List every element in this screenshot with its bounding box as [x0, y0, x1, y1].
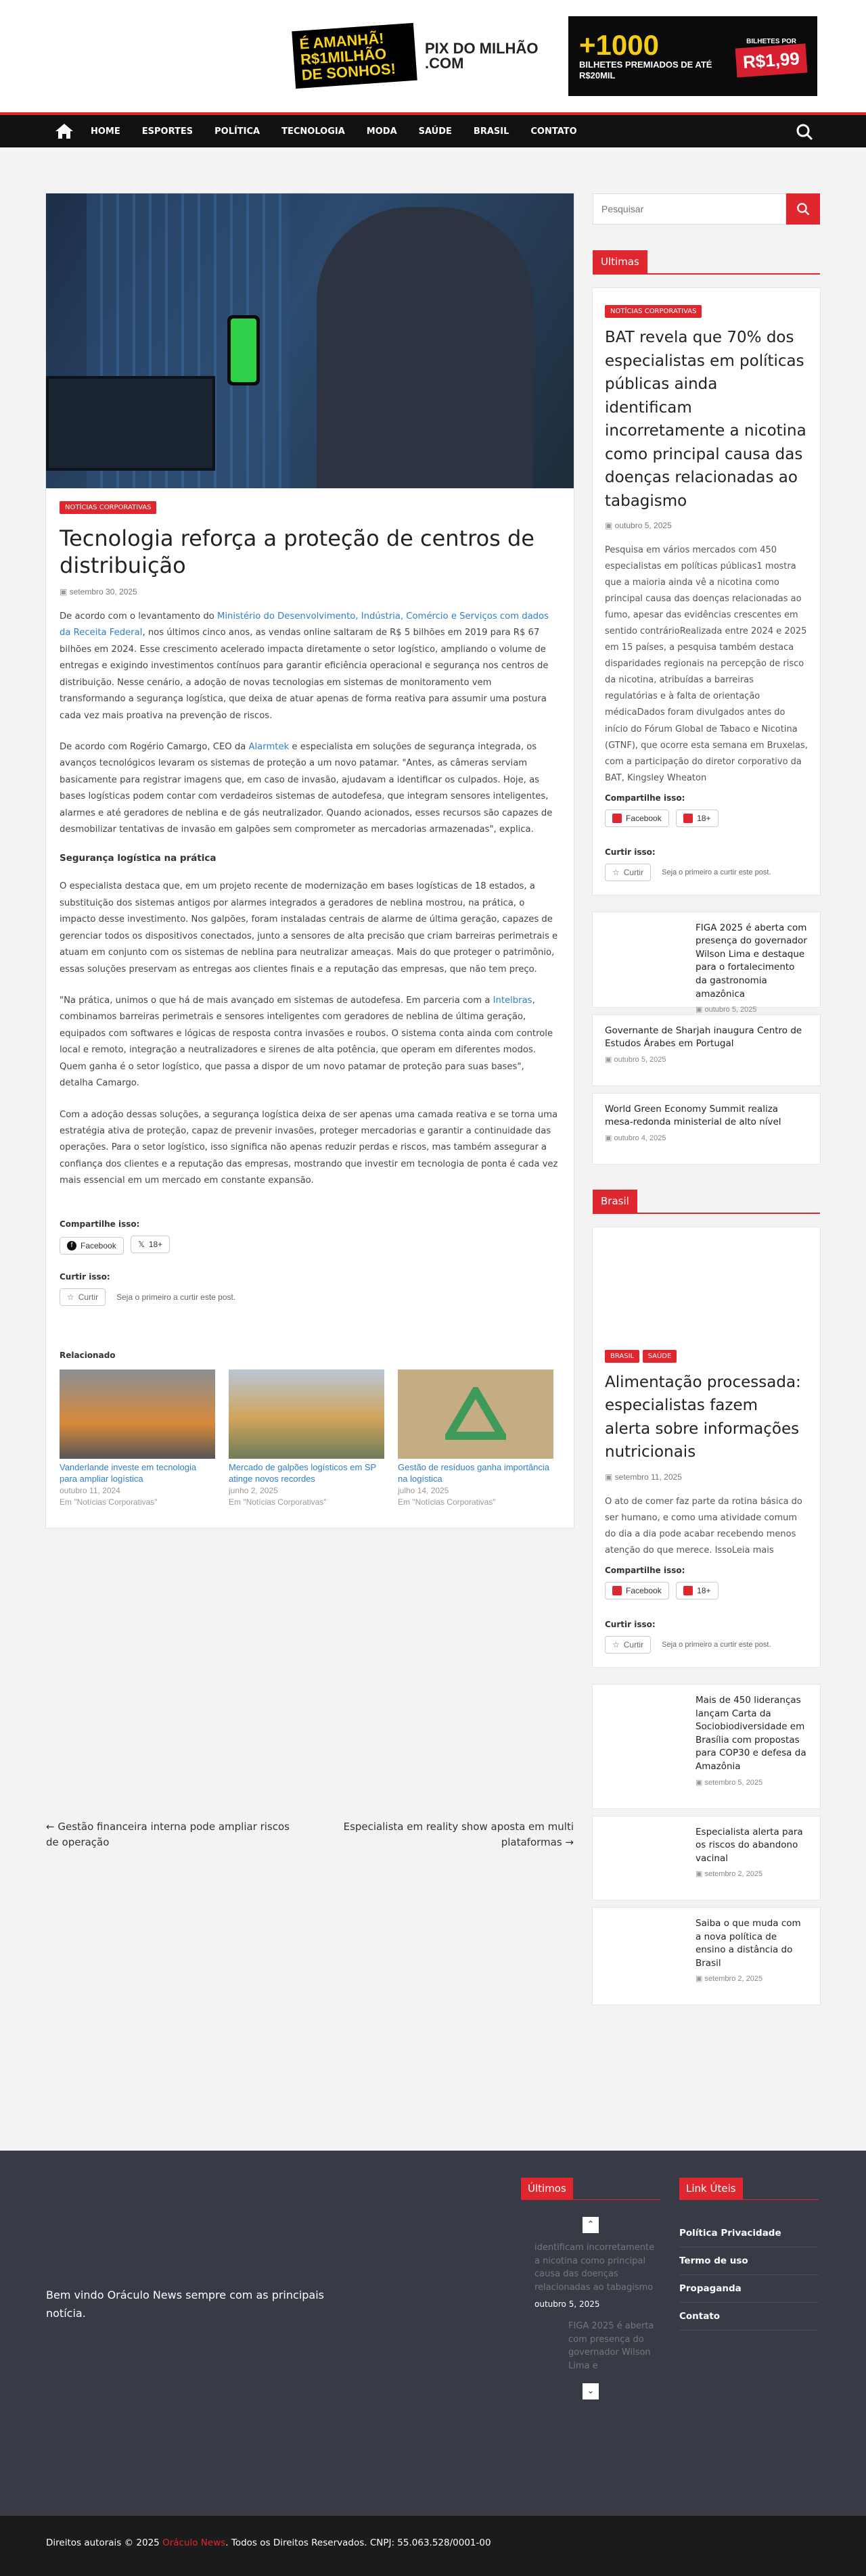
ad-subtext: BILHETES PREMIADOS DE ATÉ R$20MIL	[579, 60, 712, 80]
star-icon: ☆	[612, 867, 620, 877]
x-share-button[interactable]: 18+	[676, 810, 718, 827]
post-excerpt: Pesquisa em vários mercados com 450 especialistas em políticas públicas1 mostra que a maioria ainda vê a nicotina como principal causa das doenças relacionadas ao fumo, apesar das evidências crescentes em sentido contrárioRealizada entre 2024 e 2025 em 15 países, a pesquisa também destaca disparidades regionais na percepção de risco da nicotina, atribuídas a barreiras regulatórias e à falta de orientação médicaDados foram divulgados antes do início do Fórum Global de Tabaco e Nicotina (GTNF), que ocorre esta semana em Bruxelas, com a participação do diretor corporativo da BAT, Kingsley Wheaton	[605, 545, 808, 783]
ultimas-header: Ultimas	[593, 250, 820, 275]
ad-big-number: +1000	[579, 29, 659, 62]
paragraph: De acordo com o levantamento do Ministério do Desenvolvimento, Indústria, Comércio e Serviços com dados da Receita Federal, nos últimos cinco anos, as vendas online saltaram de R$ 5 bilhões em 2019 para R$ 67 bilhões em 2024. Esse crescimento acelerado impacta diretamente o setor logístico, ampliando o volume de entregas e exigindo investimentos contínuos para garantir eficiência operacional e segurança nos centros de distribuição. Nesse cenário, a adoção de novas tecnologias em sistemas de monitoramento vem transformando a segurança logística, que deixa de atuar apenas de forma reativa para assumir uma postura cada vez mais proativa na prevenção de riscos.	[60, 611, 549, 721]
nav-saude[interactable]: SAÚDE	[418, 126, 452, 137]
article	[46, 193, 574, 1528]
article-hero-image	[46, 193, 574, 488]
footer-ultimos-header: Últimos	[521, 2178, 660, 2200]
share-label: Compartilhe isso:	[60, 1219, 140, 1229]
featured-title[interactable]: BAT revela que 70% dos especialistas em políticas públicas ainda identificam incorretamente a nicotina como principal causa das doenças relacionadas ao tabagismo	[605, 329, 806, 510]
like-text: Seja o primeiro a curtir este post.	[116, 1292, 236, 1302]
post-thumbnail[interactable]	[605, 1694, 686, 1755]
search-button[interactable]	[786, 193, 820, 225]
like-button[interactable]: ☆ Curtir	[605, 1636, 651, 1654]
article-title: Tecnologia reforça a proteção de centros de distribuição	[60, 525, 534, 578]
ministerio-link[interactable]: Ministério do Desenvolvimento, Indústria, Comércio e Serviços com dados da Receita Federal	[60, 611, 549, 638]
footer-links	[679, 2220, 819, 2331]
sidebar-post[interactable]: Especialista alerta para os riscos do abandono vacinal ▣ setembro 2, 2025	[593, 1817, 820, 1900]
x-icon	[683, 1586, 693, 1595]
related-image[interactable]	[60, 1369, 215, 1459]
search-input[interactable]	[593, 193, 786, 225]
arrow-left-icon: ←	[46, 1821, 58, 1833]
nav-contato[interactable]: CONTATO	[530, 126, 577, 137]
like-button[interactable]: ☆ Curtir	[605, 864, 651, 881]
featured-post: BRASIL SAÚDE Alimentação processada: especialistas fazem alerta sobre informações nutricionais ▣ setembro 11, 2025 O ato de comer faz parte da rotina básica do ser humano, e como uma atividade comum do dia a dia pode acabar recebendo menos atenção do que merece. IssoLeia mais Compartilhe isso: Facebook 18+ Curtir isso: ☆ Curtir Seja o primeiro a curtir este post.	[593, 1227, 820, 1667]
ticker-date[interactable]: outubro 5, 2025	[534, 2299, 600, 2309]
ticker-item[interactable]: FIGA 2025 é aberta com presença do governador Wilson Lima e	[568, 2321, 654, 2371]
sidebar-post[interactable]: FIGA 2025 é aberta com presença do governador Wilson Lima e destaque para o fortalecimento da gastronomia amazônica ▣ outubro 5, 2025	[593, 912, 820, 1007]
related-item[interactable]: Gestão de resíduos ganha importância na logística julho 14, 2025 Em "Notícias Corporativas"	[398, 1369, 553, 1508]
sidebar	[593, 193, 820, 2005]
link-privacidade[interactable]: Política Privacidade	[679, 2220, 819, 2247]
related-item[interactable]: Vanderlande investe em tecnologia para ampliar logística outubro 11, 2024 Em "Notícias Corporativas"	[60, 1369, 215, 1508]
featured-title[interactable]: Alimentação processada: especialistas fazem alerta sobre informações nutricionais	[605, 1373, 801, 1461]
article-category[interactable]: NOTÍCIAS CORPORATIVAS	[60, 501, 156, 514]
facebook-share-button[interactable]: Facebook	[605, 1582, 669, 1599]
paragraph: Com a adoção dessas soluções, a segurança logística deixa de ser apenas uma camada reativa e se torna uma estratégia ativa de proteção, capaz de prevenir invasões, proteger mercadorias e garantir a continuidade das operações. Para o setor logístico, isso significa não apenas reduzir perdas e riscos, mas também assegurar a confiança dos clientes e a reputação das empresas, mostrando que investir em tecnologia de ponta é cada vez mais essencial em um mercado em constante expansão.	[60, 1109, 558, 1186]
nav-tecnologia[interactable]: TECNOLOGIA	[281, 126, 345, 137]
ad-logo: PIX DO MILHÃO .COM	[425, 40, 539, 72]
related-item[interactable]: Mercado de galpões logísticos em SP atinge novos recordes junho 2, 2025 Em "Notícias Corporativas"	[229, 1369, 384, 1508]
advertisement[interactable]	[286, 16, 817, 96]
nav-politica[interactable]: POLÍTICA	[214, 126, 260, 137]
article-date[interactable]: ▣ setembro 30, 2025	[60, 587, 560, 596]
ad-badge: É AMANHÃ! R$1MILHÃO DE SONHOS!	[292, 23, 417, 89]
brand-link[interactable]: Oráculo News	[162, 2537, 226, 2548]
link-termo[interactable]: Termo de uso	[679, 2247, 819, 2275]
nav-esportes[interactable]: ESPORTES	[141, 126, 193, 137]
nav-home[interactable]: HOME	[91, 126, 120, 137]
facebook-icon: f	[67, 1241, 76, 1250]
star-icon: ☆	[612, 1640, 620, 1650]
section-heading: Segurança logística na prática	[60, 853, 216, 864]
alarmtek-link[interactable]: Alarmtek	[248, 741, 290, 752]
ad-bilhetes[interactable]	[568, 16, 817, 96]
curtir-label: Curtir isso:	[60, 1271, 110, 1282]
star-icon: ☆	[67, 1292, 74, 1302]
post-navigation	[46, 1819, 574, 1851]
related-label: Relacionado	[60, 1350, 116, 1360]
ad-pix-do-milhao[interactable]	[286, 16, 568, 96]
facebook-share-button[interactable]: Facebook	[605, 810, 669, 827]
post-thumbnail[interactable]	[605, 1917, 686, 1978]
intelbras-link[interactable]: Intelbras	[493, 996, 532, 1006]
sidebar-post[interactable]: Saiba o que muda com a nova política de ensino a distância do Brasil ▣ setembro 2, 2025	[593, 1908, 820, 2005]
footer-ticker	[521, 2217, 660, 2396]
ticker-item[interactable]: identificam incorretamente a nicotina como principal causa das doenças relacionadas ao tabagismo	[534, 2243, 655, 2293]
recycle-icon	[445, 1387, 506, 1441]
ad-price-label: BILHETES POR	[746, 37, 797, 45]
search-icon[interactable]	[796, 123, 813, 144]
sidebar-search	[593, 193, 820, 225]
facebook-icon	[612, 1586, 622, 1595]
chevron-down-icon[interactable]: ⌄	[583, 2383, 599, 2399]
post-thumbnail[interactable]	[605, 1826, 686, 1887]
nav-moda[interactable]: MODA	[366, 126, 397, 137]
post-thumbnail[interactable]	[605, 922, 686, 983]
top-banner	[0, 0, 866, 112]
main-nav	[0, 112, 866, 147]
home-icon[interactable]	[53, 120, 76, 143]
related-image[interactable]	[398, 1369, 553, 1459]
post-category[interactable]: SAÚDE	[643, 1350, 677, 1363]
prev-post-link[interactable]: ← Gestão financeira interna pode ampliar riscos de operação	[46, 1821, 290, 1849]
facebook-share-button[interactable]: f Facebook	[60, 1237, 124, 1255]
search-icon	[796, 202, 810, 216]
next-post-link[interactable]: Especialista em reality show aposta em multi plataformas →	[343, 1821, 574, 1849]
chevron-up-icon[interactable]: ⌃	[583, 2217, 599, 2233]
nav-brasil[interactable]: BRASIL	[473, 126, 509, 137]
featured-post: NOTÍCIAS CORPORATIVAS BAT revela que 70% dos especialistas em políticas públicas ainda identificam incorretamente a nicotina como principal causa das doenças relacionadas ao tabagismo ▣ outubro 5, 2025 Pesquisa em vários mercados com 450 especialistas em políticas públicas1 mostra que a maioria ainda vê a nicotina como principal causa das doenças relacionadas ao fumo, apesar das evidências crescentes em sentido contrárioRealizada entre 2024 e 2025 em 15 países, a pesquisa também destaca disparidades regionais na percepção de risco da nicotina, atribuídas a barreiras regulatórias e à falta de orientação médicaDados foram divulgados antes do início do Fórum Global de Tabaco e Nicotina (GTNF), que ocorre esta semana em Bruxelas, com a participação do diretor corporativo da BAT, Kingsley Wheaton Compartilhe isso: Facebook 18+ Curtir isso: ☆ Curtir Seja o primeiro a curtir este post.	[593, 288, 820, 895]
paragraph: De acordo com Rogério Camargo, CEO da Alarmtek e especialista em soluções de segurança integrada, os avanços tecnológicos levaram os sistemas de proteção a um novo patamar. "Antes, as câmeras serviam basicamente para registrar imagens que, em caso de invasão, ajudavam a identificar os culpados. Hoje, as bases logísticas podem contar com verdadeiros sistemas de autodefesa, que integram sensores inteligentes, alarmes e até geradores de neblina e de gás neutralizador. Quando acionados, esses recursos são capazes de desmobilizar tentativas de invasão em galpões sem comprometer as mercadorias armazenadas", explica.	[60, 741, 553, 835]
related-posts	[60, 1351, 560, 1508]
sidebar-post[interactable]: World Green Economy Summit realiza mesa-redonda ministerial de alto nível ▣ outubro 4, 2025	[593, 1094, 820, 1164]
like-button[interactable]: ☆ Curtir	[60, 1288, 106, 1306]
post-category[interactable]: BRASIL	[605, 1350, 639, 1363]
x-share-button[interactable]: 𝕏 18+	[131, 1236, 170, 1253]
post-excerpt: O ato de comer faz parte da rotina básica do ser humano, e como uma atividade comum do dia a dia pode acabar recebendo menos atenção do que merece. IssoLeia mais	[605, 1496, 802, 1556]
related-image[interactable]	[229, 1369, 384, 1459]
brasil-header: Brasil	[593, 1190, 820, 1214]
link-contato[interactable]: Contato	[679, 2303, 819, 2331]
sidebar-post[interactable]: Governante de Sharjah inaugura Centro de Estudos Árabes em Portugal ▣ outubro 5, 2025	[593, 1015, 820, 1085]
paragraph: "Na prática, unimos o que há de mais avançado em sistemas de autodefesa. Em parceria com a Intelbras, combinamos barreiras perimetrais e sensores inteligentes com geradores de neblina de última geração, equipados com softwares e lógicas de resposta contra invasões e roubos. O sistema conta ainda com controle local e remoto, integração a neutralizadores e sirenes de alta potência, que operam em diferentes modos. Quem ganha é o setor logístico, que passa a dispor de um novo patamar de proteção para suas bases", detalha Camargo.	[60, 996, 553, 1089]
footer-links-header: Link Úteis	[679, 2178, 819, 2200]
footer-welcome: Bem vindo Oráculo News sempre com as principais notícia.	[46, 2289, 324, 2320]
copyright-bar: Direitos autorais © 2025 Oráculo News. Todos os Direitos Reservados. CNPJ: 55.063.528/0001-00	[0, 2516, 866, 2576]
sidebar-post[interactable]: Mais de 450 lideranças lançam Carta da Sociobiodiversidade em Brasília com propostas para COP30 e defesa da Amazônia ▣ setembro 5, 2025	[593, 1685, 820, 1808]
x-icon: 𝕏	[138, 1239, 145, 1249]
x-icon	[683, 814, 693, 823]
post-category[interactable]: NOTÍCIAS CORPORATIVAS	[605, 305, 702, 318]
link-propaganda[interactable]: Propaganda	[679, 2275, 819, 2303]
ad-price: R$1,99	[735, 43, 808, 77]
post-date[interactable]: ▣ outubro 5, 2025	[605, 521, 808, 530]
facebook-icon	[612, 814, 622, 823]
post-date[interactable]: ▣ setembro 11, 2025	[605, 1472, 808, 1482]
x-share-button[interactable]: 18+	[676, 1582, 718, 1599]
arrow-right-icon: →	[562, 1836, 574, 1849]
paragraph: O especialista destaca que, em um projeto recente de modernização em bases logísticas de 18 estados, a substituição dos sistemas antigos por alarmes integrados a geradores de neblina mostrou, na prática, o impacto desse investimento. Nos galpões, foram instaladas centrais de alarme de última geração, capazes de gerenciar todos os dispositivos conectados, junto a sensores de alta precisão que criam barreiras perimetrais e atuam em conjunto com os sistemas de neblina para neutralizar ameaças. Mais do que proteger o patrimônio, essas soluções preservam as entregas aos clientes finais e a reputação das empresas, que não tem preço.	[60, 881, 558, 975]
footer	[0, 2151, 866, 2516]
